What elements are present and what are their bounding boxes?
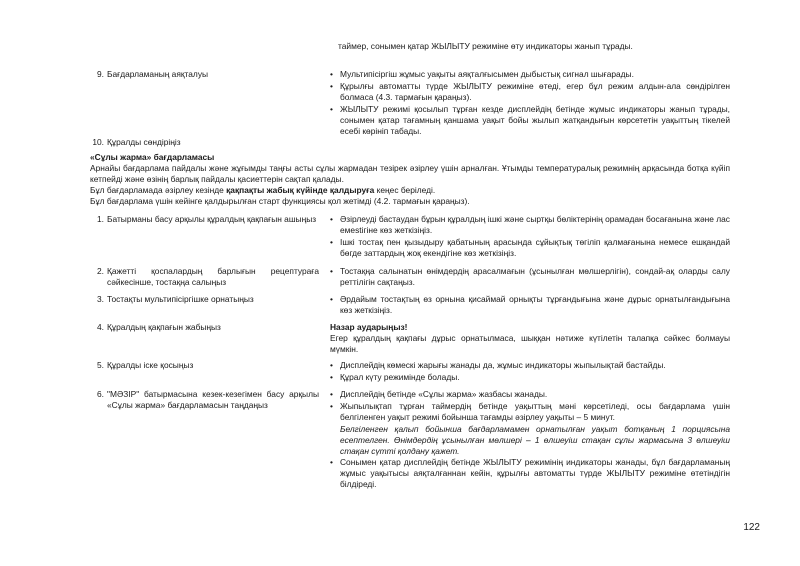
step-note bbox=[330, 322, 730, 355]
bullet-item: • Құрал күту режимінде болады. bbox=[330, 372, 460, 382]
continuation-text: таймер, сонымен қатар ЖЫЛЫТУ режиміне өту индикаторы жанып тұрады. bbox=[338, 41, 633, 51]
section-paragraph: Арнайы бағдарлама пайдалы және жұғымды таңғы асты сұлы жармадан тезірек әзірлеу үшін арналған. Ұтымды температуралық режимнің арқасында ботқа күйіп кетпейді және өзінің барлық пайдалы қасиеттерін сақтап қалады. bbox=[90, 163, 730, 184]
step-label: Тостақты мультипісіргішке орнатыңыз bbox=[107, 294, 254, 304]
bullet-item: • Әзірлеуді бастаудан бұрын құралдың ішкі және сыртқы бөліктерінің орамадан босағанына және лас емestігіне көз жеткізіңіз. bbox=[330, 214, 730, 235]
step-label: Батырманы басу арқылы құралдың қақпағын ашыңыз bbox=[107, 214, 317, 224]
bullet-item: • ЖЫЛЫТУ режимі қосылып тұрған кезде дисплейдің бетінде жұмыс индикаторы жанып тұрады, сонымен қатар тағамның қаншама уақыт бойы жылып жатқандығын көрсететін уақыттың тікелей есебі көрініп табады. bbox=[330, 104, 730, 136]
step-bullets bbox=[330, 266, 730, 289]
item-9-bullets bbox=[330, 69, 730, 138]
bullet-item: • Дисплейдің көмескі жарығы жанады да, жұмыс индикаторы жыпылықтай бастайды. bbox=[330, 360, 666, 370]
step-label: Құралды іске қосыңыз bbox=[107, 360, 194, 370]
section-paragraph: Бұл бағдарлама үшін кейінге қалдырылған старт функциясы қол жетімді (4.2. тармағын қараңыз). bbox=[90, 196, 470, 206]
bullet-icon: • bbox=[330, 457, 333, 467]
bullet-item: • Жыпылықтап тұрған таймердің бетінде уақыттың мәні көрсетіледі, осы бағдарлама үшін белгіленген уақыт режимі бойынша тағамды әзірлеу уақыты – 5 минут. bbox=[330, 401, 730, 422]
step-label: Құралдың қақпағын жабыңыз bbox=[107, 322, 221, 332]
step-number: 2. bbox=[97, 266, 104, 276]
bullet-icon: • bbox=[330, 360, 333, 370]
step-number: 1. bbox=[97, 214, 104, 224]
bullet-icon: • bbox=[330, 401, 333, 411]
step-bullets bbox=[330, 389, 730, 491]
step-number: 3. bbox=[97, 294, 104, 304]
bullet-item: • Құрылғы автоматты түрде ЖЫЛЫТУ режиміне өтеді, егер бұл режим алдын-ала сөндірілген болмаса (4.3. тармағын қараңыз). bbox=[330, 81, 730, 102]
section-title: «Сұлы жарма» бағдарламасы bbox=[90, 152, 215, 162]
bullet-item: • Тостақңа салынатын өнімдердің арасалмағын (ұсынылған мөлшерлігін), сондай-ақ оларды салу реттілігін сақтаңыз. bbox=[330, 266, 730, 287]
note-text: Егер құралдың қақпағы дұрыс орнатылмаса, шыққан нәтиже күтілетін талапқа сәйкес болмауы мүмкін. bbox=[330, 333, 730, 354]
bullet-item: • Дисплейдің бетінде «Сұлы жарма» жазбасы жанады. bbox=[330, 389, 548, 399]
step-number: 6. bbox=[97, 389, 104, 399]
step-label: Қажетті қоспалардың барлығын рецептураға сәйкесінше, тостақңа салыңыз bbox=[107, 266, 319, 287]
step-number: 5. bbox=[97, 360, 104, 370]
bullet-item: • Мультипісіргіш жұмыс уақыты аяқталғысымен дыбыстық сигнал шығарады. bbox=[330, 69, 634, 79]
bullet-item: • Әрдайым тостақтың өз орнына қисаймай орнықты тұрғандығына және дұрыс орнатылғандығына көз жеткізіңіз. bbox=[330, 294, 730, 315]
step-bullets bbox=[330, 214, 730, 260]
bullet-icon: • bbox=[330, 237, 333, 247]
bullet-icon: • bbox=[330, 389, 333, 399]
bullet-icon: • bbox=[330, 372, 333, 382]
bullet-icon: • bbox=[330, 81, 333, 91]
bullet-icon: • bbox=[330, 294, 333, 304]
bullet-icon: • bbox=[330, 69, 333, 79]
note-title: Назар аударыңыз! bbox=[330, 322, 408, 332]
item-label: Бағдарламаның аяқталуы bbox=[107, 69, 209, 79]
bullet-icon: • bbox=[330, 104, 333, 114]
step-label: "МӘЗІР" батырмасына кезек-кезегімен басу арқылы «Сұлы жарма» бағдарламасын таңдаңыз bbox=[107, 389, 319, 410]
item-label: Құралды сөндіріңіз bbox=[107, 137, 181, 147]
bullet-icon: • bbox=[330, 214, 333, 224]
section-paragraph: Бұл бағдарламада әзірлеу кезінде қақпақты жабық күйінде қалдыруға кеңес беріледі. bbox=[90, 185, 436, 195]
item-number: 10. bbox=[92, 137, 104, 147]
bullet-icon: • bbox=[330, 266, 333, 276]
step-number: 4. bbox=[97, 322, 104, 332]
item-number: 9. bbox=[97, 69, 104, 79]
bullet-item: • Сонымен қатар дисплейдің бетінде ЖЫЛЫТУ режимінің индикаторы жанады, бұл бағдарламаның жұмыс уақытысы аяқталғаннан кейін, құрылғы автоматты түрде ЖЫЛЫТУ режиміне өтетіндігін білдіреді. bbox=[330, 457, 730, 489]
step-bullets bbox=[330, 360, 730, 384]
bullet-item: • Ішкі тостақ пен қызыдыру қабатының арасында сұйықтық төгіліп қалмағанына немесе ешқандай бөгде заттардың жоқ екендігіне көз жеткізіңіз. bbox=[330, 237, 730, 258]
italic-note: Белгіленген қалып бойынша бағдарламамен орнатылған уақыт ботқаның 1 порциясына есептелген. Өнімдердің ұсынылған мөлшері – 1 өлшеуіш стақан сұлы жармасына 3 өлшеуіш стақан сүтті қолдану қажет. bbox=[340, 424, 730, 456]
page-number: 122 bbox=[743, 522, 760, 533]
section-intro bbox=[90, 152, 730, 207]
step-bullets bbox=[330, 294, 730, 317]
